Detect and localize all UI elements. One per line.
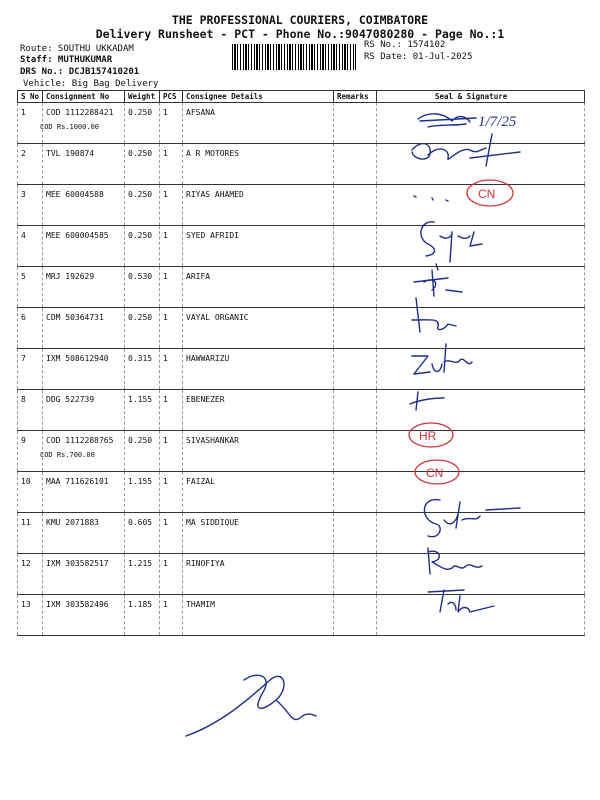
row-sno: 8 [18, 390, 43, 431]
consignment-number: IXM 508612940 [46, 354, 109, 363]
vehicle-label: Vehicle: Big Bag Delivery [23, 79, 159, 89]
consignment-number: MEE 600004585 [46, 231, 109, 240]
row-sno: 5 [18, 267, 43, 308]
staff-label: Staff: MUTHUKUMAR [20, 55, 113, 65]
row-weight: 0.530 [125, 267, 160, 308]
row-weight: 0.250 [125, 226, 160, 267]
signature-4 [421, 222, 482, 262]
signature-13 [428, 590, 494, 612]
consignment-number: IXM 303582517 [46, 559, 109, 568]
row-consignee: SIVASHANKAR [183, 431, 334, 472]
row-consignee: FAIZAL [183, 472, 334, 513]
row-consignee: AFSANA [183, 103, 334, 144]
row-weight: 0.250 [125, 185, 160, 226]
row-consignee: MA SIDDIQUE [183, 513, 334, 554]
row-pcs: 1 [160, 554, 183, 595]
row-weight: 1.155 [125, 472, 160, 513]
row-consignee: HAWWARIZU [183, 349, 334, 390]
signature-2 [412, 134, 520, 166]
signature-3-marks [414, 196, 448, 201]
signature-12 [428, 548, 482, 574]
rs-number: RS No.: 1574102 [364, 40, 446, 50]
row-sno: 1 [18, 103, 43, 144]
row-sno: 11 [18, 513, 43, 554]
row-pcs: 1 [160, 431, 183, 472]
consignment-number: MEE 60004588 [46, 190, 104, 199]
row-weight: 1.215 [125, 554, 160, 595]
cod-amount: COD Rs.700.00 [40, 451, 95, 459]
row-consignee: RIYAS AHAMED [183, 185, 334, 226]
signature-note-1: 1/7/25 [478, 114, 517, 130]
row-sno: 4 [18, 226, 43, 267]
row-consignee: A R MOTORES [183, 144, 334, 185]
col-consignment: Consignment No [43, 91, 125, 103]
signature-11 [424, 500, 520, 537]
consignment-number: CDM 50364731 [46, 313, 104, 322]
row-pcs: 1 [160, 472, 183, 513]
row-weight: 0.315 [125, 349, 160, 390]
row-sno: 3 [18, 185, 43, 226]
row-weight: 0.250 [125, 144, 160, 185]
row-pcs: 1 [160, 185, 183, 226]
row-pcs: 1 [160, 103, 183, 144]
signature-note-9: HR [419, 429, 437, 443]
row-consignee: EBENEZER [183, 390, 334, 431]
row-weight: 0.605 [125, 513, 160, 554]
signature-7 [412, 344, 472, 374]
row-pcs: 1 [160, 144, 183, 185]
row-consignee: RINOFIYA [183, 554, 334, 595]
company-title: THE PROFESSIONAL COURIERS, COIMBATORE [171, 13, 429, 27]
signature-8 [410, 392, 444, 410]
col-remarks: Remarks [334, 91, 377, 103]
col-pcs: PCS [160, 91, 183, 103]
row-pcs: 1 [160, 390, 183, 431]
row-pcs: 1 [160, 308, 183, 349]
row-consignee: THAMIM [183, 595, 334, 636]
row-consignee: ARIFA [183, 267, 334, 308]
row-pcs: 1 [160, 226, 183, 267]
drs-number: DRS No.: DCJB157410201 [20, 67, 140, 77]
consignment-number: DDG 522739 [46, 395, 95, 404]
row-pcs: 1 [160, 349, 183, 390]
row-weight: 0.250 [125, 103, 160, 144]
row-pcs: 1 [160, 267, 183, 308]
runsheet-subtitle: Delivery Runsheet - PCT - Phone No.:9047080280 - Page No.:1 [95, 27, 505, 41]
row-sno: 2 [18, 144, 43, 185]
row-sno: 6 [18, 308, 43, 349]
row-consignee: SYED AFRIDI [183, 226, 334, 267]
row-sno: 9 [18, 431, 43, 472]
consignment-number: IXM 303582496 [46, 600, 109, 609]
rs-date: RS Date: 01-Jul-2025 [364, 52, 473, 62]
row-weight: 1.185 [125, 595, 160, 636]
row-sno: 10 [18, 472, 43, 513]
row-sno: 12 [18, 554, 43, 595]
signature-5 [414, 264, 462, 296]
consignment-number: MAA 711626101 [46, 477, 109, 486]
row-pcs: 1 [160, 595, 183, 636]
signature-note-3: CN [478, 187, 496, 201]
cod-amount: COD Rs.1000.00 [40, 123, 100, 131]
row-sno: 13 [18, 595, 43, 636]
row-sno: 7 [18, 349, 43, 390]
signature-note-10: CN [426, 466, 444, 480]
col-weight: Weight [125, 91, 160, 103]
consignment-number: MRJ 192629 [46, 272, 95, 281]
consignment-number: COD 1112288421 [46, 108, 114, 117]
consignment-number: COD 1112288765 [46, 436, 114, 445]
consignment-number: KMU 2071883 [46, 518, 99, 527]
row-weight: 0.250 [125, 431, 160, 472]
signature-6 [412, 298, 456, 332]
row-consignee: VAYAL ORGANIC [183, 308, 334, 349]
col-sno: S No [18, 91, 43, 103]
route-label: Route: SOUTHU UKKADAM [20, 44, 134, 54]
row-pcs: 1 [160, 513, 183, 554]
consignment-number: TVL 190874 [46, 149, 95, 158]
signature-1 [418, 114, 476, 127]
col-consignee: Consignee Details [183, 91, 334, 103]
footer-signature [186, 675, 316, 736]
row-weight: 0.250 [125, 308, 160, 349]
col-signature: Seal & Signature [377, 91, 585, 103]
row-weight: 1.155 [125, 390, 160, 431]
